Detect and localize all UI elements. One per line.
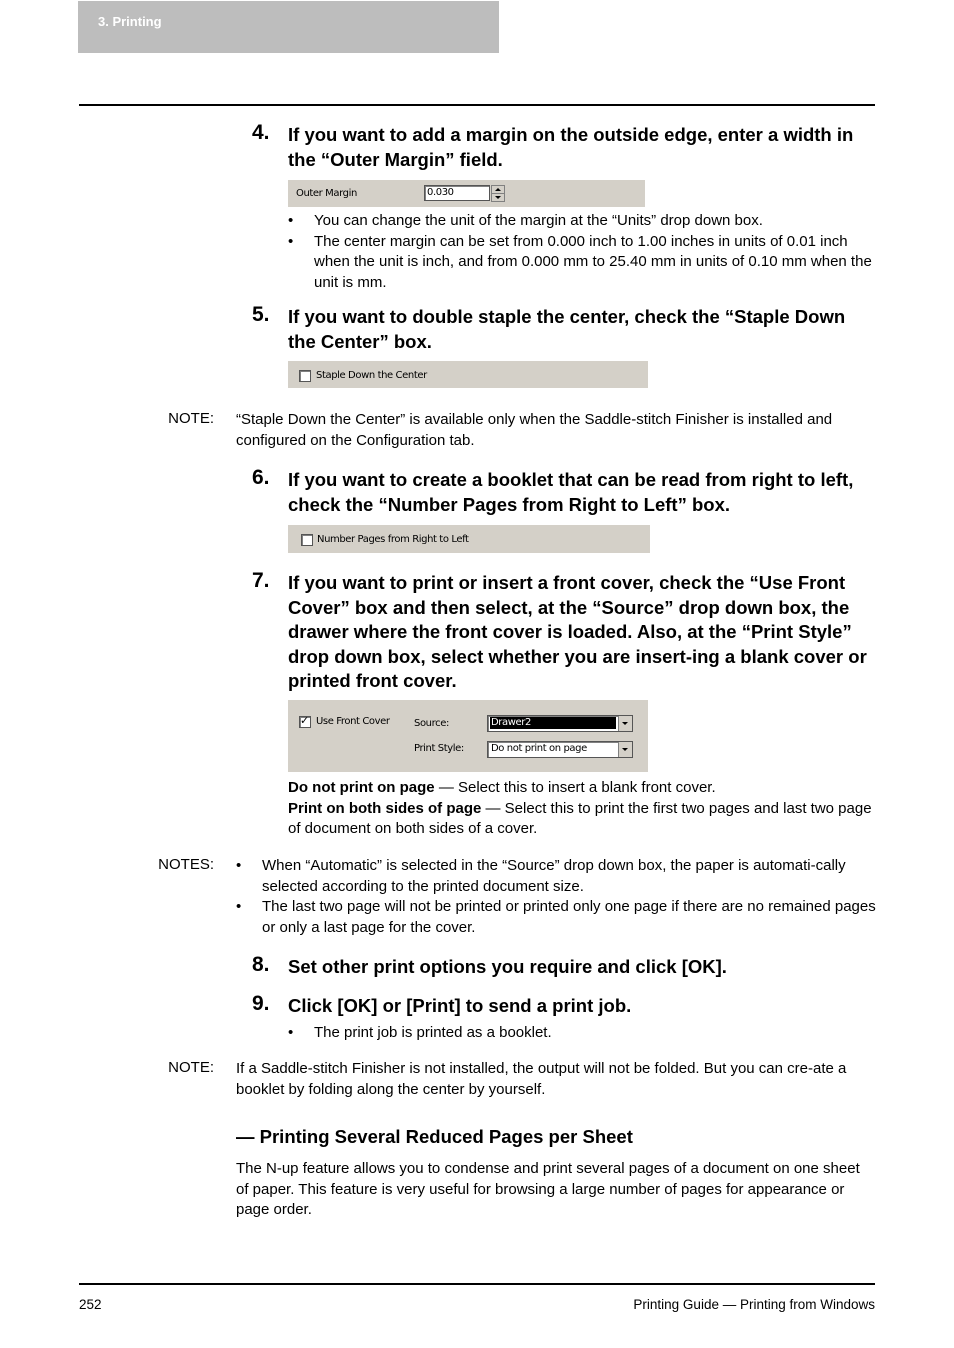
check-icon: ✓: [300, 714, 309, 727]
step4-bullets: [288, 211, 878, 293]
outer-margin-label: Outer Margin: [296, 188, 357, 199]
notes-label: NOTES:: [158, 856, 214, 873]
step-text: If you want to double staple the center, check the “Staple Down the Center” box.: [288, 306, 846, 352]
chevron-down-icon: [622, 722, 628, 725]
list-item: • The center margin can be set from 0.000 inch to 1.00 inches in units of 0.01 inch when the unit is inch, and from 0.000 mm to 25.40 mm in units of 0.10 mm when the unit is mm.: [288, 232, 872, 291]
list-item: • The last two page will not be printed or printed only one page if there are no remained pages or only a last page for the cover.: [236, 898, 876, 936]
options-description: [288, 778, 878, 840]
staple-label: Staple Down the Center: [316, 370, 427, 381]
step-number: 7.: [252, 569, 270, 592]
step-text: If you want to print or insert a front cover, check the “Use Front Cover” box and then select, at the “Source” drop down box, the drawer where the front cover is loaded. Also, at the “Print Style” drop down box, select whether you are insert-ing a blank cover or printed front cover.: [288, 572, 867, 691]
note-label: NOTE:: [168, 1059, 214, 1076]
step-number: 5.: [252, 303, 270, 326]
print-style-label: Print Style:: [414, 743, 464, 754]
use-front-cover-label: Use Front Cover: [316, 716, 390, 727]
step-number: 9.: [252, 992, 270, 1015]
arrow-down-icon: [495, 196, 501, 199]
spin-up-button[interactable]: [492, 186, 504, 194]
number-pages-label: Number Pages from Right to Left: [317, 534, 469, 545]
step-text: Set other print options you require and click [OK].: [288, 956, 727, 977]
section-heading: — Printing Several Reduced Pages per Sheet: [236, 1126, 633, 1147]
staple-checkbox[interactable]: [299, 370, 311, 382]
list-item: • When “Automatic” is selected in the “Source” drop down box, the paper is automati-cally selected according to the printed document size.: [236, 857, 846, 895]
source-label: Source:: [414, 718, 449, 729]
top-rule: [79, 104, 875, 106]
outer-margin-panel: [288, 180, 645, 207]
page-number: 252: [79, 1297, 102, 1312]
list-item: • The print job is printed as a booklet.: [288, 1024, 552, 1041]
notes-list: [236, 856, 876, 938]
option-do-not-print: Do not print on page — Select this to insert a blank front cover.: [288, 779, 716, 796]
front-cover-panel: [288, 700, 648, 772]
section-body: The N-up feature allows you to condense and print several pages of a document on one sheet of paper. This feature is very useful for browsing a large number of pages for appearance or page order.: [236, 1160, 860, 1218]
step-text: Click [OK] or [Print] to send a print job.: [288, 995, 632, 1016]
spin-down-button[interactable]: [492, 194, 504, 201]
list-item: • You can change the unit of the margin at the “Units” drop down box.: [288, 212, 763, 229]
chevron-down-icon: [622, 748, 628, 751]
step-number: 8.: [252, 953, 270, 976]
note-text: “Staple Down the Center” is available only when the Saddle-stitch Finisher is installed and configured on the Configuration tab.: [236, 411, 833, 449]
chapter-label: 3. Printing: [98, 14, 162, 29]
chapter-tab: [78, 1, 499, 53]
staple-panel: [288, 361, 648, 388]
step9-bullets: [288, 1023, 878, 1044]
arrow-up-icon: [495, 188, 501, 191]
print-style-select[interactable]: [487, 741, 633, 758]
use-front-cover-checkbox[interactable]: [299, 716, 311, 728]
note-text: If a Saddle-stitch Finisher is not installed, the output will not be folded. But you can cre-ate a booklet by folding along the center by yourself.: [236, 1060, 847, 1098]
note-label: NOTE:: [168, 410, 214, 427]
step-text: If you want to add a margin on the outside edge, enter a width in the “Outer Margin” field.: [288, 124, 854, 170]
outer-margin-field[interactable]: 0.030: [424, 185, 490, 201]
dropdown-button[interactable]: [618, 716, 632, 731]
source-select[interactable]: [487, 715, 633, 732]
step-text: If you want to create a booklet that can be read from right to left, check the “Number Pages from Right to Left” box.: [288, 469, 854, 515]
number-pages-panel: [288, 525, 650, 553]
step-number: 6.: [252, 466, 270, 489]
number-pages-checkbox[interactable]: [301, 534, 313, 546]
footer-title: Printing Guide — Printing from Windows: [633, 1297, 875, 1312]
outer-margin-spinner[interactable]: [491, 185, 505, 202]
option-print-both-sides: Print on both sides of page — Select this to print the first two pages and last two page of document on both sides of a cover.: [288, 799, 872, 837]
print-style-value: Do not print on page: [491, 743, 587, 754]
step-number: 4.: [252, 121, 270, 144]
bottom-rule: [79, 1283, 875, 1285]
dropdown-button[interactable]: [618, 742, 632, 757]
source-value: Drawer2: [490, 717, 616, 729]
